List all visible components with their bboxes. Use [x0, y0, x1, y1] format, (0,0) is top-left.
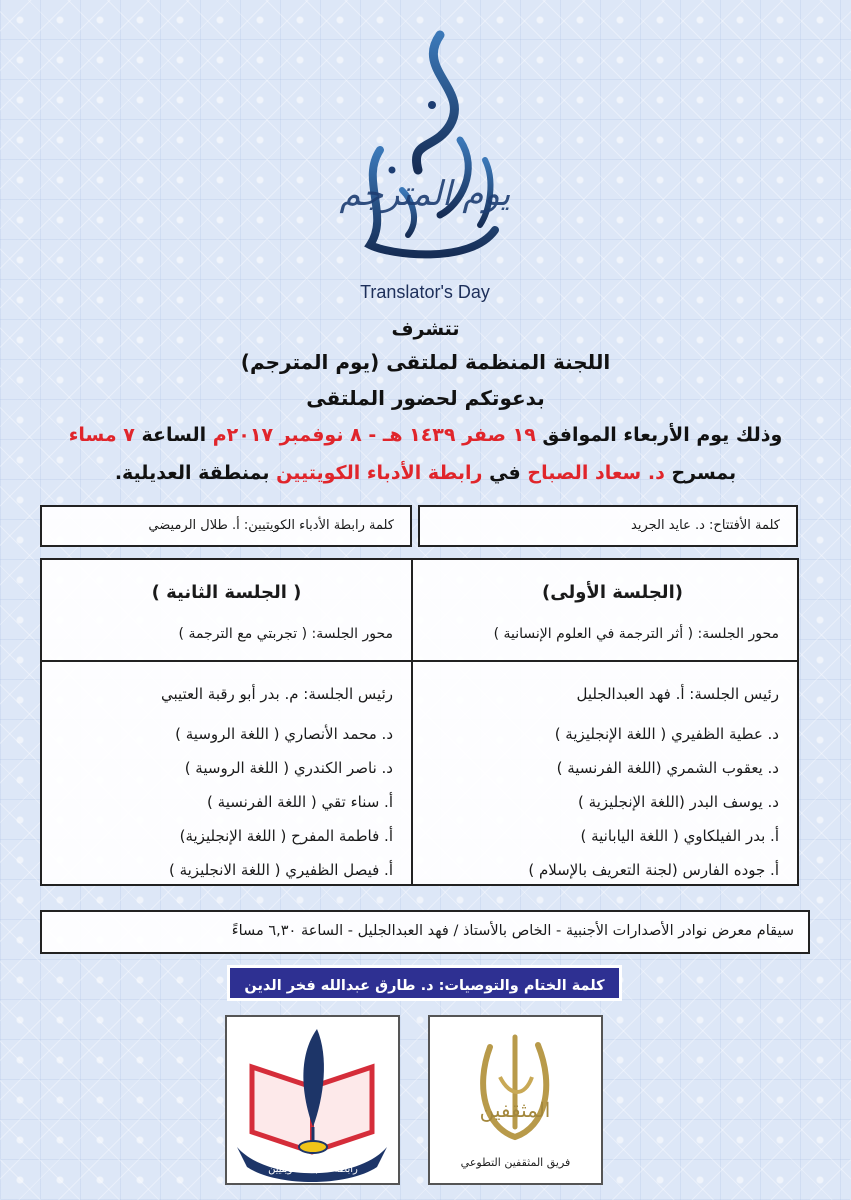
volunteer-team-logo	[428, 1015, 603, 1185]
calligraphy-logo-icon	[320, 30, 530, 280]
venue-area: بمنطقة العديلية.	[114, 462, 277, 484]
exhibition-notice	[40, 910, 810, 954]
session-one-title: (الجلسة الأولى)	[542, 582, 683, 603]
league-speech-text: كلمة رابطة الأدباء الكويتيين: أ. طلال الرميضي	[148, 518, 394, 533]
invite-line-date	[0, 424, 851, 446]
session-one-column	[428, 560, 797, 884]
venue-prefix: بمسرح	[664, 462, 737, 484]
event-date: ١٩ صفر ١٤٣٩ هـ - ٨ نوفمبر ٢٠١٧م	[212, 424, 536, 446]
invite-line-venue	[0, 462, 851, 484]
session-one-axis: محور الجلسة: ( أثر الترجمة في العلوم الإنسانية )	[493, 626, 779, 642]
session-one-chair: رئيس الجلسة: أ. فهد العبدالجليل	[576, 685, 779, 703]
session-two-chair: رئيس الجلسة: م. بدر أبو رقبة العتيبي	[160, 685, 393, 703]
sessions-table	[40, 558, 799, 886]
invite-line-committee: اللجنة المنظمة لملتقى (يوم المترجم)	[240, 350, 611, 374]
opening-speech-text: كلمة الأفتتاح: د. عايد الجريد	[631, 518, 780, 533]
league-speech-box	[40, 505, 412, 547]
session-two-column	[42, 560, 411, 884]
league-logo-text: رابطة الأدباء الكويتيين	[268, 1164, 358, 1175]
list-item: د. يعقوب الشمري (اللغة الفرنسية )	[556, 759, 779, 777]
event-time: ٧ مساء	[68, 424, 135, 446]
list-item: د. يوسف البدر (اللغة الإنجليزية )	[578, 793, 779, 811]
exhibition-text: سيقام معرض نوادر الأصدارات الأجنبية - الخاص بالأستاذ / فهد العبدالجليل - الساعة ٦,٣٠ مساءً	[231, 923, 794, 939]
logo-arabic-title: يوم المترجم	[339, 174, 511, 214]
session-one-speakers	[528, 680, 779, 890]
list-item: د. محمد الأنصاري ( اللغة الروسية )	[175, 725, 393, 743]
venue-in: في	[482, 462, 528, 484]
list-item: أ. سناء تقي ( اللغة الفرنسية )	[207, 793, 393, 811]
table-divider-vertical	[411, 560, 413, 884]
venue-theatre: د. سعاد الصباح	[527, 462, 665, 484]
list-item: أ. فاطمة المفرح ( اللغة الإنجليزية)	[179, 827, 393, 845]
closing-banner: كلمة الختام والتوصيات: د. طارق عبدالله فخر الدين	[227, 965, 622, 1001]
opening-speech-box	[418, 505, 798, 547]
league-emblem-icon	[227, 1017, 398, 1183]
volunteer-caption: فريق المثقفين التطوعي	[460, 1156, 571, 1169]
league-logo	[225, 1015, 400, 1185]
session-two-axis: محور الجلسة: ( تجربتي مع الترجمة )	[178, 626, 393, 642]
invite-line-honor: تتشرف	[391, 318, 460, 340]
list-item: أ. فيصل الظفيري ( اللغة الانجليزية )	[168, 861, 393, 879]
list-item: أ. بدر الفيلكاوي ( اللغة اليابانية )	[580, 827, 779, 845]
date-prefix: وذلك يوم الأربعاء الموافق	[535, 424, 783, 446]
list-item: د. عطية الظفيري ( اللغة الإنجليزية )	[554, 725, 779, 743]
logo-english-title: Translator's Day	[360, 282, 490, 302]
session-two-title: ( الجلسة الثانية )	[151, 582, 302, 603]
time-prefix: الساعة	[134, 424, 213, 446]
invite-line-invite: بدعوتكم لحضور الملتقى	[306, 386, 545, 410]
list-item: د. ناصر الكندري ( اللغة الروسية )	[184, 759, 393, 777]
list-item: أ. جوده الفارس (لجنة التعريف بالإسلام )	[528, 861, 779, 879]
session-two-speakers	[161, 680, 393, 890]
venue-org: رابطة الأدباء الكويتيين	[276, 462, 483, 484]
volunteer-logo-text: المثقفين	[479, 1098, 551, 1122]
